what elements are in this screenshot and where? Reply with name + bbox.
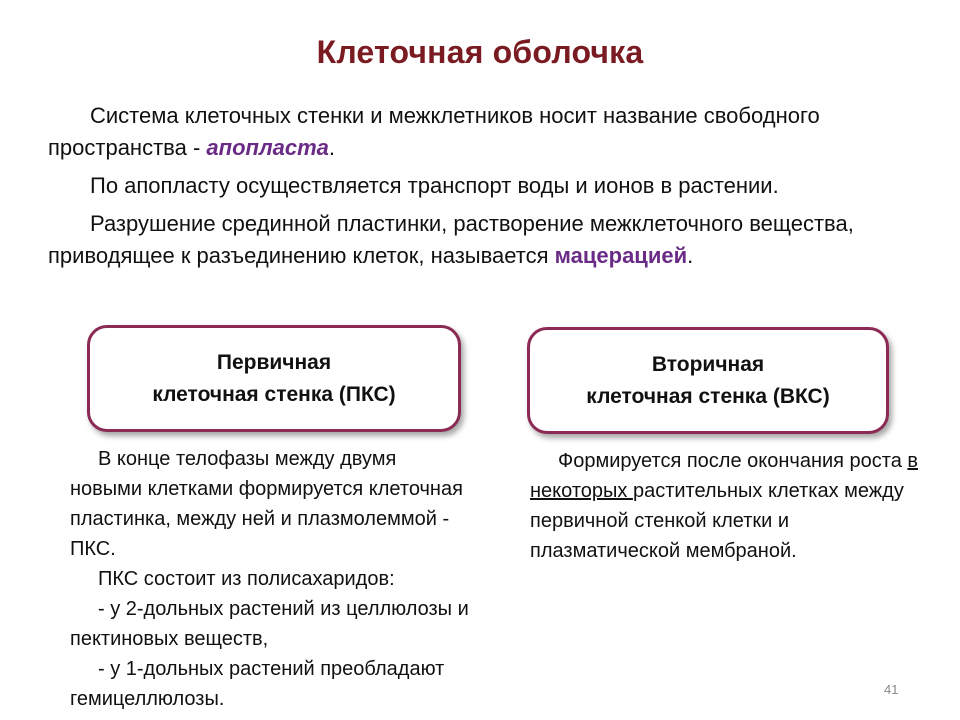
primary-wall-title-line1: Первичная bbox=[216, 350, 332, 374]
page-number: 41 bbox=[884, 682, 899, 697]
intro-p3-end: . bbox=[687, 243, 694, 268]
primary-para-dicots: - у 2-дольных растений из целлюлозы и пектиновых веществ, bbox=[70, 598, 469, 650]
intro-p1-text: Система клеточных стенки и межклетников носит название свободного пространства - bbox=[48, 103, 820, 160]
primary-wall-box bbox=[87, 325, 461, 432]
intro-p2-text: По апопласту осуществляется транспорт воды и ионов в растении. bbox=[90, 173, 779, 198]
intro-paragraph-apoplast bbox=[48, 100, 928, 164]
slide-title: Клеточная оболочка bbox=[316, 34, 644, 70]
term-apoplast: апопласта bbox=[206, 135, 329, 160]
intro-paragraph-maceration bbox=[48, 208, 928, 272]
secondary-wall-box bbox=[527, 327, 889, 434]
intro-p3-text: Разрушение срединной пластинки, растворение межклеточного вещества, приводящее к разъединению клеток, называется bbox=[48, 211, 854, 268]
secondary-para-end: растительных клетках между первичной стенкой клетки и плазматической мембраной. bbox=[530, 480, 904, 562]
primary-para-composition: ПКС состоит из полисахаридов: bbox=[98, 568, 395, 590]
secondary-para bbox=[530, 446, 920, 566]
primary-wall-description bbox=[70, 444, 470, 714]
primary-para-formation: В конце телофазы между двумя новыми клетками формируется клеточная пластинка, между ней и плазмолеммой - ПКС. bbox=[70, 448, 463, 560]
secondary-wall-title-line1: Вторичная bbox=[651, 352, 765, 376]
secondary-para-start: Формируется после окончания роста bbox=[558, 450, 908, 472]
intro-text bbox=[48, 100, 928, 278]
primary-wall-title-line2: клеточная стенка (ПКС) bbox=[152, 382, 396, 406]
intro-paragraph-transport bbox=[48, 170, 928, 202]
intro-p1-end: . bbox=[328, 135, 336, 160]
secondary-para-underlined: в некоторых bbox=[530, 450, 919, 502]
secondary-wall-description bbox=[530, 446, 920, 566]
primary-para-monocots: - у 1-дольных растений преобладают гемицеллюлозы. bbox=[70, 658, 445, 710]
secondary-wall-title-line2: клеточная стенка (ВКС) bbox=[586, 384, 830, 408]
term-maceration: мацерацией bbox=[554, 243, 688, 268]
